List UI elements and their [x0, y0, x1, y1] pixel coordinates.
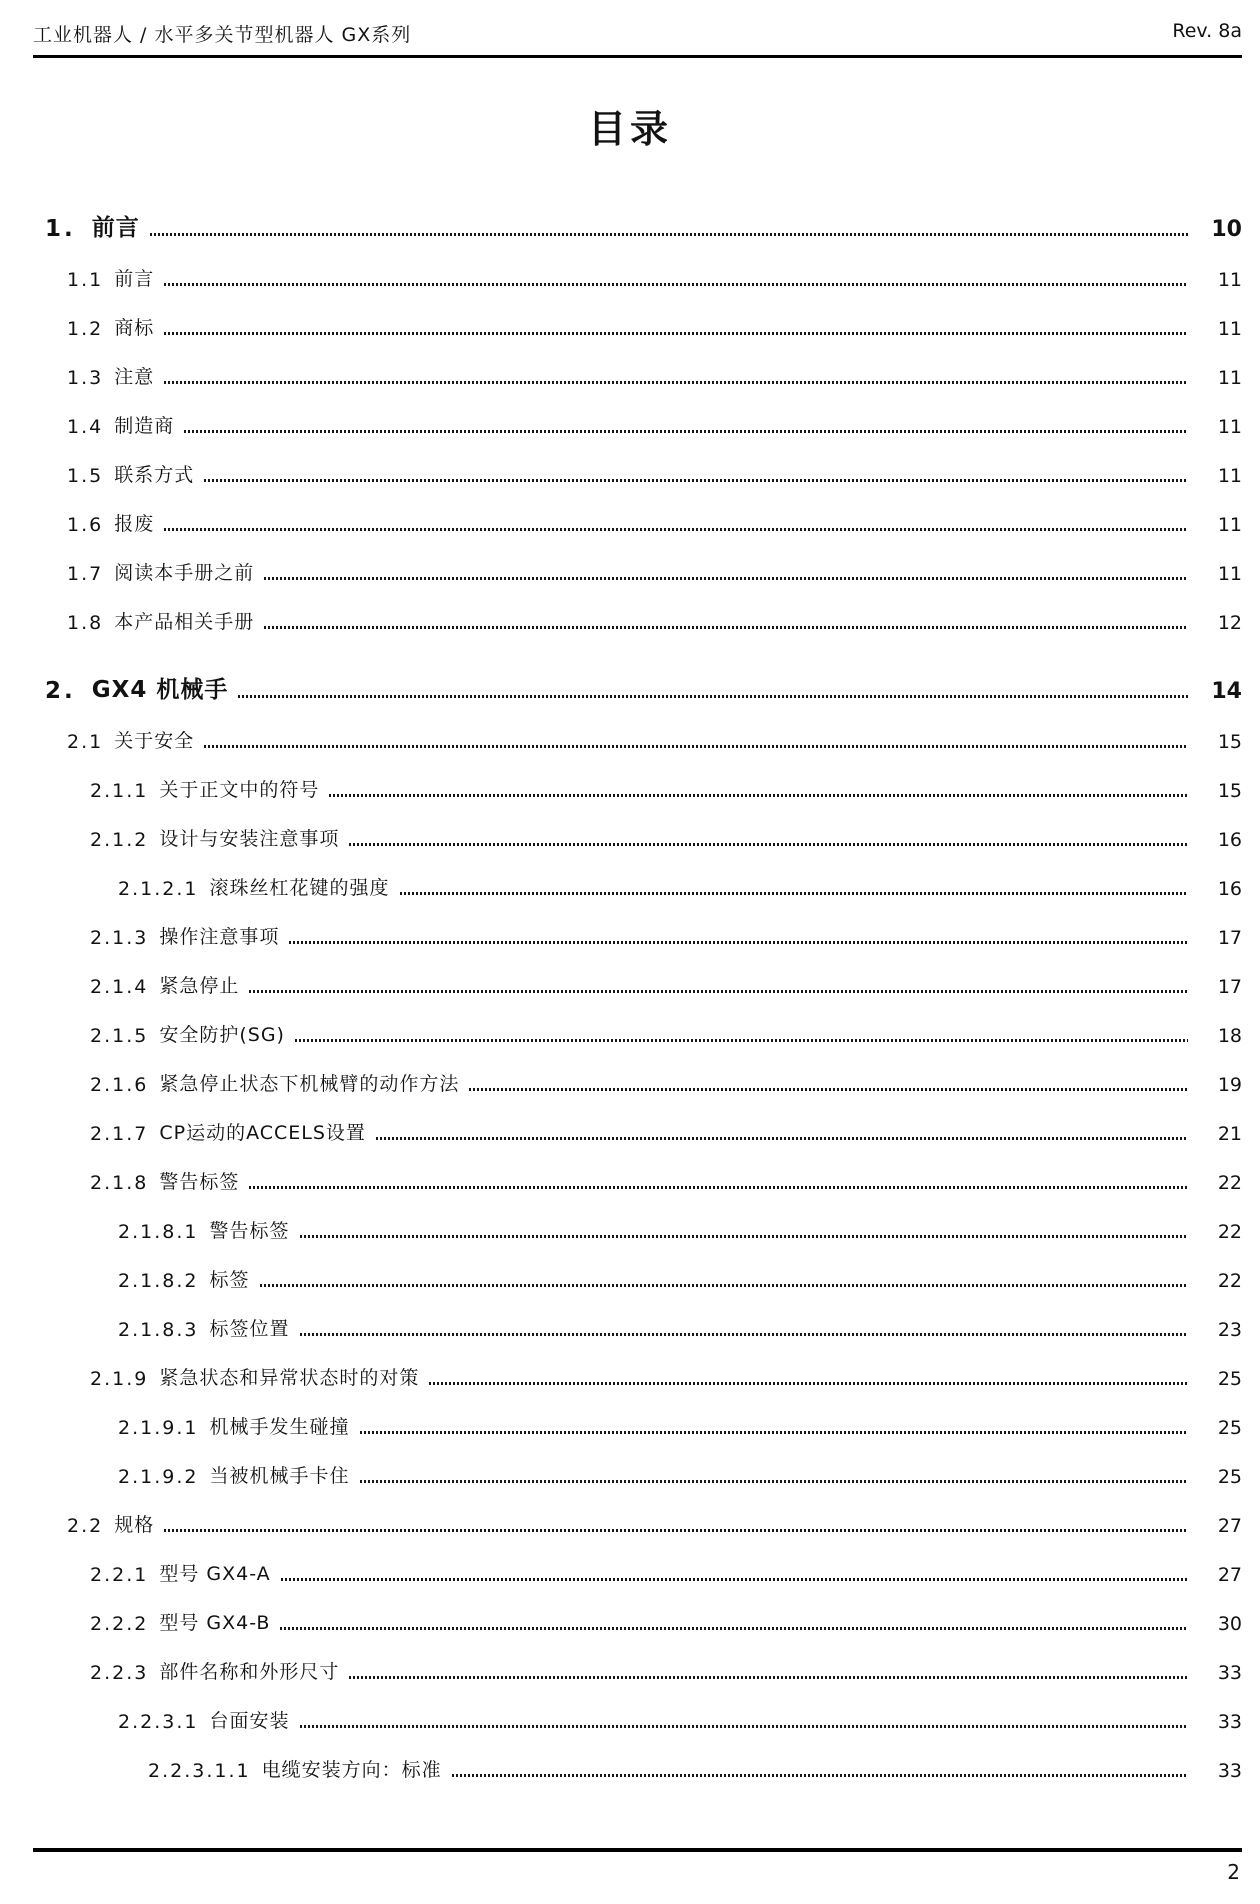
toc-entry-page: 11	[1217, 514, 1242, 536]
toc-entry-label: 阅读本手册之前	[114, 562, 255, 584]
toc-entry-number: 2.1.2.1	[118, 878, 199, 900]
dot-leader	[164, 1529, 1188, 1532]
toc-entry-number: 2.1.8	[90, 1172, 149, 1194]
dot-leader	[249, 990, 1188, 993]
toc-entry-label: 机械手发生碰撞	[209, 1416, 350, 1438]
toc-entry-label: 部件名称和外形尺寸	[159, 1661, 340, 1683]
header-rule	[33, 55, 1242, 58]
toc-entry-number: 2.1.2	[90, 829, 149, 851]
toc-entry-page: 21	[1217, 1123, 1242, 1145]
toc-entry[interactable]	[45, 487, 1242, 536]
dot-leader	[164, 283, 1188, 286]
toc-entry-label: 前言	[91, 215, 140, 241]
dot-leader	[360, 1480, 1189, 1483]
toc-entry-number: 1.6	[67, 514, 104, 536]
dot-leader	[204, 479, 1188, 482]
dot-leader	[164, 381, 1188, 384]
toc-entry-label: 前言	[114, 268, 155, 290]
toc-entry[interactable]	[45, 389, 1242, 438]
toc-entry-number: 2.1.9.2	[118, 1466, 199, 1488]
toc-entry-number: 2.1.3	[90, 927, 149, 949]
toc-entry-number: 1.5	[67, 465, 104, 487]
toc-entry[interactable]	[45, 242, 1242, 291]
toc-entry-page: 14	[1211, 679, 1242, 704]
toc-entry-page: 11	[1217, 465, 1242, 487]
toc-entry-page: 33	[1217, 1662, 1242, 1684]
toc-entry-label: 警告标签	[209, 1220, 290, 1242]
toc-entry[interactable]	[45, 1047, 1242, 1096]
toc-entry-number: 2.	[45, 678, 76, 704]
toc-entry[interactable]	[45, 753, 1242, 802]
toc-entry-page: 19	[1217, 1074, 1242, 1096]
toc-entry-label: 关于正文中的符号	[159, 779, 320, 801]
toc-entry-page: 12	[1217, 612, 1242, 634]
toc-entry[interactable]	[45, 1096, 1242, 1145]
page-title: 目录	[587, 107, 672, 151]
toc-entry-number: 2.1.7	[90, 1123, 149, 1145]
dot-leader	[184, 430, 1188, 433]
toc-entry-page: 25	[1217, 1466, 1242, 1488]
toc-entry-label: 注意	[114, 366, 155, 388]
toc-entry-label: 商标	[114, 317, 155, 339]
toc-entry-number: 2.2.2	[90, 1613, 149, 1635]
toc-entry-number: 2.1.8.3	[118, 1319, 199, 1341]
toc-entry[interactable]	[45, 802, 1242, 851]
header-revision: Rev. 8a	[1172, 20, 1242, 42]
toc-entry-number: 2.2.3	[90, 1662, 149, 1684]
toc-entry-page: 25	[1217, 1417, 1242, 1439]
toc-entry[interactable]	[45, 1194, 1242, 1243]
dot-leader	[295, 1039, 1188, 1042]
toc-entry-page: 30	[1217, 1613, 1242, 1635]
toc-entry-page: 16	[1217, 878, 1242, 900]
toc-entry-number: 1.1	[67, 269, 104, 291]
toc-entry-page: 17	[1217, 927, 1242, 949]
toc-entry-page: 33	[1217, 1760, 1242, 1782]
toc-entry[interactable]	[45, 536, 1242, 585]
toc-entry-page: 11	[1217, 318, 1242, 340]
toc-entry[interactable]	[45, 1341, 1242, 1390]
toc-entry-label: 标签	[209, 1269, 250, 1291]
toc-entry[interactable]	[45, 1586, 1242, 1635]
toc-entry-page: 11	[1217, 367, 1242, 389]
toc-entry-page: 17	[1217, 976, 1242, 998]
toc-entry[interactable]	[45, 585, 1242, 634]
toc-entry-number: 2.2.3.1	[118, 1711, 199, 1733]
toc-entry[interactable]	[45, 1145, 1242, 1194]
toc-entry[interactable]	[45, 1439, 1242, 1488]
toc-entry-page: 11	[1217, 269, 1242, 291]
dot-leader	[349, 843, 1188, 846]
dot-leader	[280, 1627, 1188, 1630]
toc-entry-label: 设计与安装注意事项	[159, 828, 340, 850]
toc-entry-number: 2.2.3.1.1	[148, 1760, 251, 1782]
toc-entry-number: 2.1.9	[90, 1368, 149, 1390]
dot-leader	[329, 794, 1188, 797]
dot-leader	[376, 1137, 1188, 1140]
toc-entry[interactable]	[45, 1635, 1242, 1684]
toc-entry-number: 2.1.5	[90, 1025, 149, 1047]
dot-leader	[429, 1382, 1188, 1385]
toc-entry-number: 2.1	[67, 731, 104, 753]
toc-entry-page: 11	[1217, 416, 1242, 438]
toc-entry-number: 1.7	[67, 563, 104, 585]
toc-entry-label: 关于安全	[114, 730, 195, 752]
toc-entry[interactable]	[45, 1292, 1242, 1341]
toc-entry-label: 型号 GX4-B	[159, 1612, 271, 1634]
toc-entry-page: 11	[1217, 563, 1242, 585]
dot-leader	[452, 1774, 1188, 1777]
dot-leader	[264, 577, 1188, 580]
toc-entry[interactable]	[45, 704, 1242, 753]
toc-entry-page: 10	[1211, 217, 1242, 242]
dot-leader	[469, 1088, 1188, 1091]
toc-entry-page: 27	[1217, 1564, 1242, 1586]
toc-entry[interactable]	[45, 900, 1242, 949]
toc-entry-number: 1.8	[67, 612, 104, 634]
toc-entry[interactable]	[45, 1390, 1242, 1439]
footer-rule	[33, 1848, 1242, 1852]
dot-leader	[400, 892, 1189, 895]
toc-entry[interactable]	[45, 438, 1242, 487]
toc-entry[interactable]	[45, 1537, 1242, 1586]
dot-leader	[238, 695, 1188, 698]
toc-entry-number: 2.1.8.2	[118, 1270, 199, 1292]
toc-entry[interactable]	[45, 949, 1242, 998]
toc-entry-number: 2.2	[67, 1515, 104, 1537]
toc-entry-page: 22	[1217, 1172, 1242, 1194]
toc-entry-number: 2.1.6	[90, 1074, 149, 1096]
toc-entry-page: 15	[1217, 780, 1242, 802]
toc-entry-label: 报废	[114, 513, 155, 535]
toc-entry-page: 23	[1217, 1319, 1242, 1341]
header-document-title: 工业机器人 / 水平多关节型机器人 GX系列	[33, 24, 412, 46]
toc-entry-page: 18	[1217, 1025, 1242, 1047]
dot-leader	[164, 528, 1188, 531]
dot-leader	[164, 332, 1188, 335]
toc-entry-number: 2.1.4	[90, 976, 149, 998]
toc-entry-label: 安全防护(SG)	[159, 1024, 285, 1046]
toc-entry-label: 台面安装	[209, 1710, 290, 1732]
dot-leader	[300, 1235, 1189, 1238]
toc-entry-page: 22	[1217, 1270, 1242, 1292]
toc-entry-label: 电缆安装方向：标准	[261, 1759, 442, 1781]
toc-entry[interactable]	[45, 1243, 1242, 1292]
toc-entry-page: 25	[1217, 1368, 1242, 1390]
toc-entry[interactable]	[45, 291, 1242, 340]
dot-leader	[260, 1284, 1189, 1287]
toc-entry-label: 警告标签	[159, 1171, 240, 1193]
dot-leader	[264, 626, 1188, 629]
toc-entry-label: 联系方式	[114, 464, 195, 486]
toc-entry-label: 标签位置	[209, 1318, 290, 1340]
toc-entry[interactable]	[45, 998, 1242, 1047]
dot-leader	[289, 941, 1188, 944]
toc-entry-label: 本产品相关手册	[114, 611, 255, 633]
dot-leader	[204, 745, 1188, 748]
toc-entry-label: 规格	[114, 1514, 155, 1536]
toc-entry-label: 滚珠丝杠花键的强度	[209, 877, 390, 899]
dot-leader	[249, 1186, 1188, 1189]
toc-entry-number: 1.4	[67, 416, 104, 438]
toc-entry-label: 紧急停止	[159, 975, 240, 997]
dot-leader	[300, 1725, 1189, 1728]
table-of-contents	[45, 186, 1242, 1782]
toc-entry-label: 制造商	[114, 415, 175, 437]
toc-entry-page: 15	[1217, 731, 1242, 753]
toc-entry-number: 2.1.1	[90, 780, 149, 802]
toc-entry[interactable]	[45, 851, 1242, 900]
toc-entry-number: 2.1.8.1	[118, 1221, 199, 1243]
toc-entry-label: 型号 GX4-A	[159, 1563, 271, 1585]
toc-entry-number: 1.3	[67, 367, 104, 389]
toc-entry-label: 操作注意事项	[159, 926, 280, 948]
toc-entry[interactable]	[45, 1488, 1242, 1537]
toc-entry-label: 当被机械手卡住	[209, 1465, 350, 1487]
toc-entry[interactable]	[45, 1684, 1242, 1733]
toc-entry-label: GX4 机械手	[91, 677, 229, 703]
footer-page-number: 2	[1227, 1860, 1240, 1884]
toc-entry[interactable]	[45, 1733, 1242, 1782]
toc-entry-number: 2.1.9.1	[118, 1417, 199, 1439]
toc-entry-number: 2.2.1	[90, 1564, 149, 1586]
toc-entry-page: 22	[1217, 1221, 1242, 1243]
toc-entry[interactable]	[45, 186, 1242, 242]
toc-entry-page: 16	[1217, 829, 1242, 851]
toc-entry[interactable]	[45, 648, 1242, 704]
dot-leader	[281, 1578, 1188, 1581]
toc-entry-number: 1.	[45, 216, 76, 242]
toc-entry-page: 27	[1217, 1515, 1242, 1537]
toc-entry-page: 33	[1217, 1711, 1242, 1733]
toc-entry[interactable]	[45, 340, 1242, 389]
dot-leader	[150, 233, 1188, 236]
toc-entry-label: CP运动的ACCELS设置	[159, 1122, 366, 1144]
toc-entry-label: 紧急停止状态下机械臂的动作方法	[159, 1073, 460, 1095]
dot-leader	[349, 1676, 1188, 1679]
dot-leader	[300, 1333, 1189, 1336]
toc-entry-number: 1.2	[67, 318, 104, 340]
dot-leader	[360, 1431, 1189, 1434]
toc-entry-label: 紧急状态和异常状态时的对策	[159, 1367, 420, 1389]
